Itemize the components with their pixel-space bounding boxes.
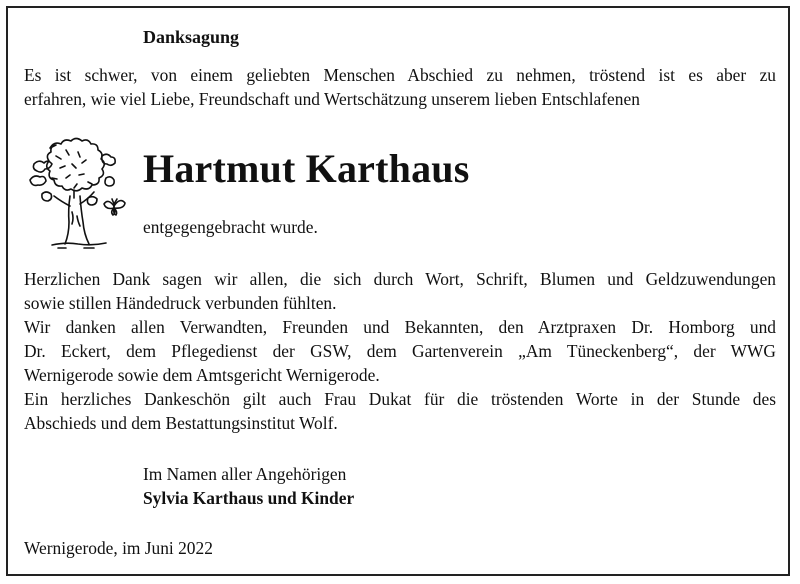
body-line: Wir danken allen Verwandten, Freunden und Bekannten, den Arztpraxen Dr. Homborg und — [24, 317, 776, 337]
body-line: Dr. Eckert, dem Pflegedienst der GSW, dem Gartenverein „Am Tüneckenberg“, der WWG — [24, 341, 776, 361]
body-line: Wernigerode sowie dem Amtsgericht Wernigerode. — [24, 365, 380, 385]
intro-line: Es ist schwer, von einem geliebten Menschen Abschied zu nehmen, tröstend ist es aber zu — [24, 65, 776, 85]
intro-line: erfahren, wie viel Liebe, Freundschaft und Wertschätzung unserem lieben Entschlafenen — [24, 89, 640, 109]
notice-heading: Danksagung — [143, 27, 240, 47]
place-date: Wernigerode, im Juni 2022 — [24, 538, 213, 558]
body-line: sowie stillen Händedruck verbunden fühlten. — [24, 293, 337, 313]
deceased-name: Hartmut Karthaus — [143, 146, 470, 191]
body-paragraph — [24, 267, 776, 435]
body-line: Ein herzliches Dankeschön gilt auch Frau Dukat für die tröstenden Worte in der Stunde des — [24, 389, 776, 409]
signature-names: Sylvia Karthaus und Kinder — [143, 488, 355, 508]
tree-with-butterfly-icon — [22, 134, 132, 256]
after-name-text: entgegengebracht wurde. — [143, 217, 318, 237]
body-line: Abschieds und dem Bestattungsinstitut Wolf. — [24, 413, 338, 433]
signature-intro: Im Namen aller Angehörigen — [143, 464, 347, 484]
body-line: Herzlichen Dank sagen wir allen, die sich durch Wort, Schrift, Blumen und Geldzuwendungen — [24, 269, 776, 289]
intro-paragraph — [24, 63, 776, 111]
